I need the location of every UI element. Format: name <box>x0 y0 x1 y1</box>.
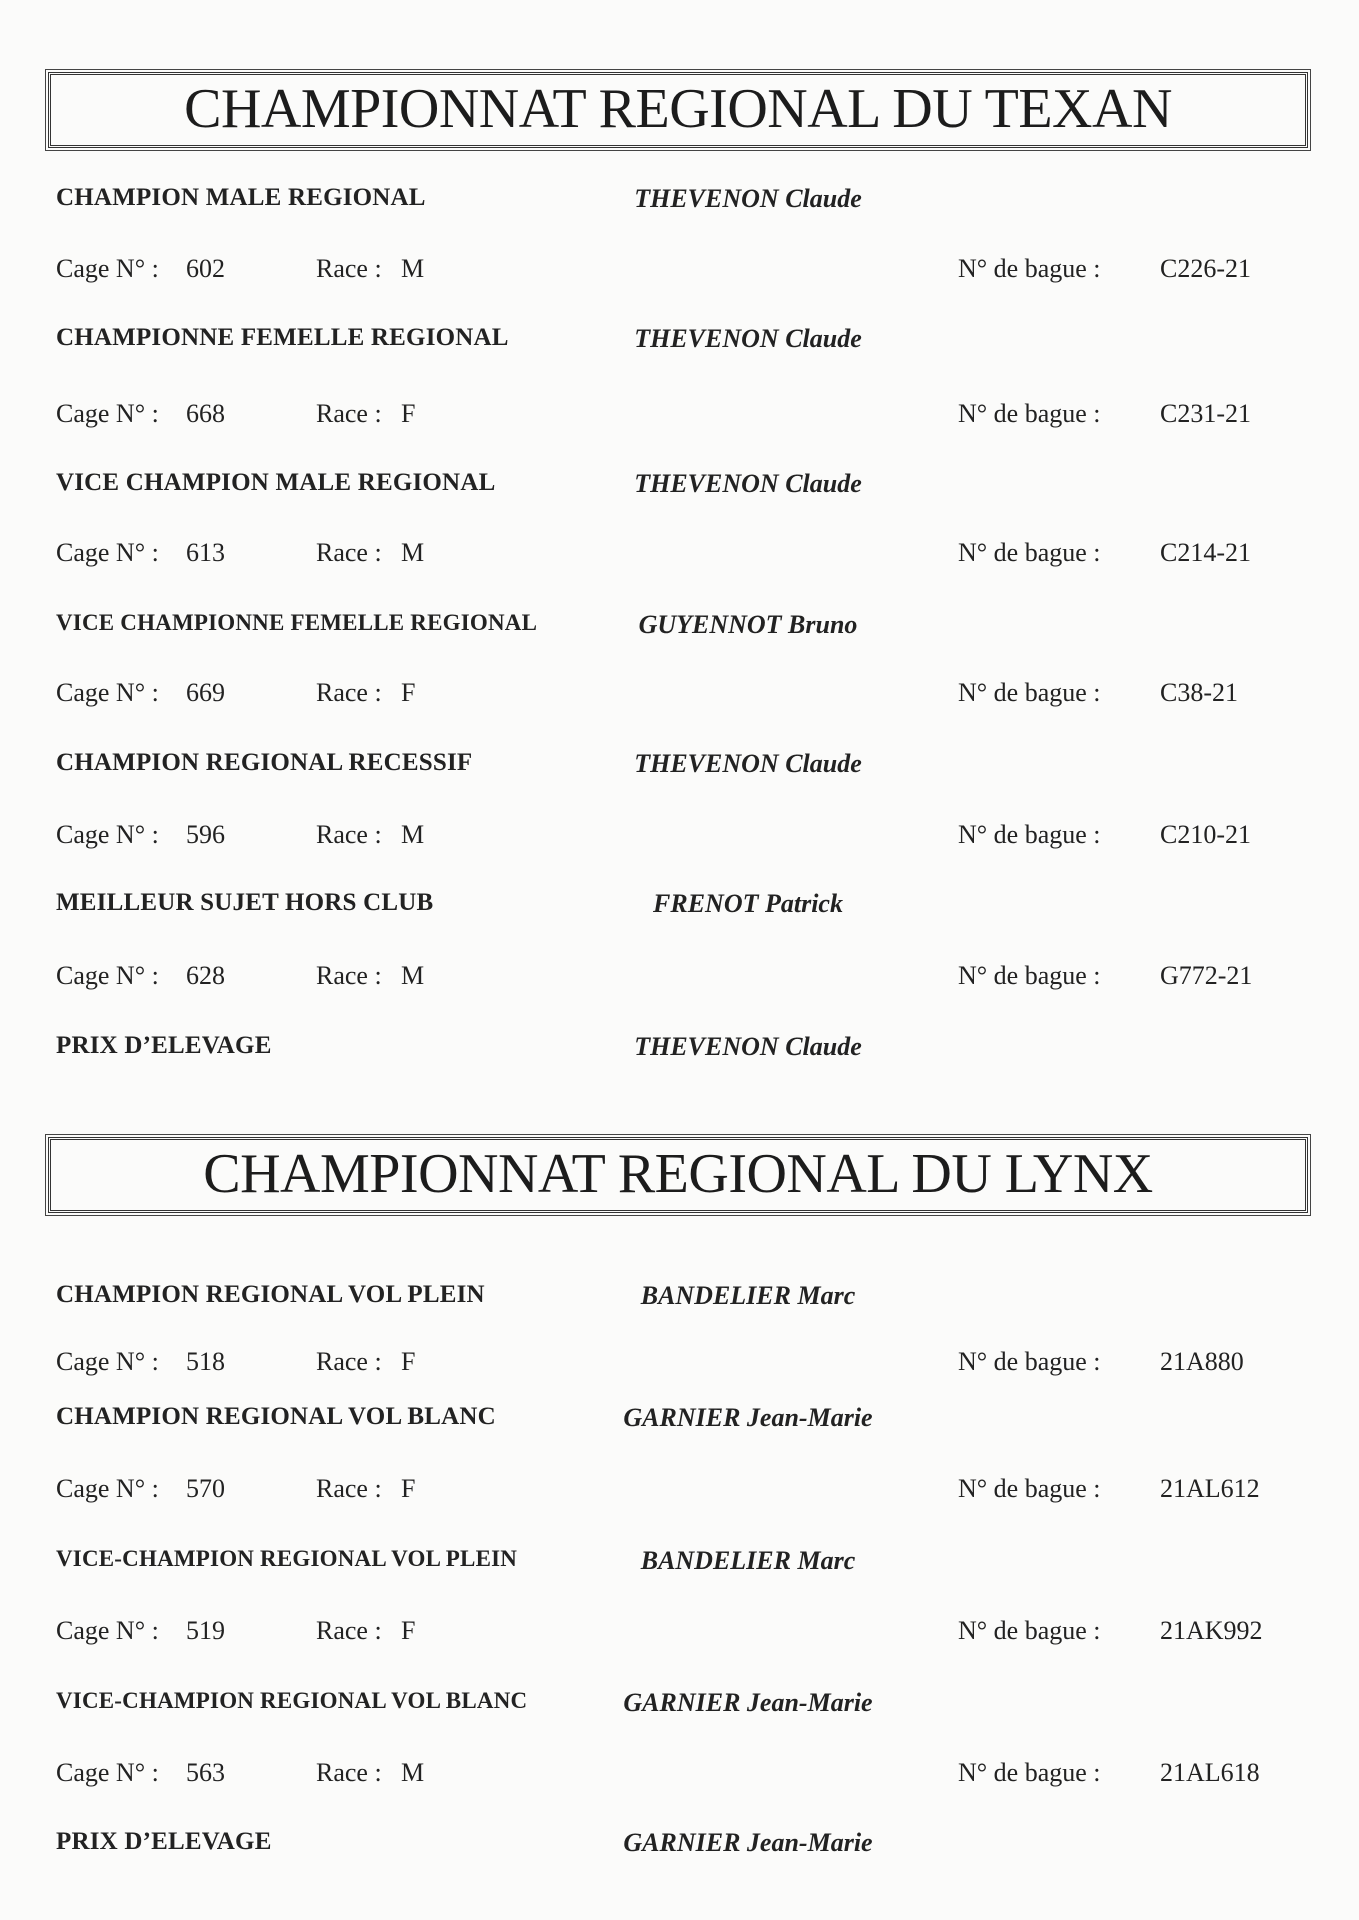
race-label: Race : <box>316 1616 382 1645</box>
bague-label: N° de bague : <box>958 254 1101 283</box>
section-title-lynx: CHAMPIONNAT REGIONAL DU LYNX <box>48 1137 1308 1213</box>
bague-label: N° de bague : <box>958 1758 1101 1787</box>
award-row <box>0 324 1359 364</box>
cage-label: Cage N° : <box>56 254 159 283</box>
cage-number: 563 <box>186 1758 225 1787</box>
race-value: M <box>401 961 425 990</box>
race-value: M <box>401 1758 425 1787</box>
bague-number: C214-21 <box>1160 538 1251 567</box>
award-name: VICE CHAMPIONNE FEMELLE REGIONAL <box>56 610 538 635</box>
bague-number: 21AK992 <box>1160 1616 1263 1645</box>
bague-number: C231-21 <box>1160 399 1251 428</box>
cage-label: Cage N° : <box>56 538 159 567</box>
details-row <box>0 820 1359 860</box>
bague-number: 21A880 <box>1160 1347 1244 1376</box>
winner-name: GARNIER Jean-Marie <box>623 1828 873 1857</box>
winner-name: THEVENON Claude <box>634 324 862 353</box>
details-row <box>0 678 1359 718</box>
award-row <box>0 749 1359 789</box>
details-row <box>0 1347 1359 1387</box>
race-label: Race : <box>316 678 382 707</box>
race-value: F <box>401 678 416 707</box>
award-row <box>0 184 1359 224</box>
race-label: Race : <box>316 1758 382 1787</box>
race-value: F <box>401 399 416 428</box>
race-value: F <box>401 1347 416 1376</box>
cage-number: 669 <box>186 678 225 707</box>
cage-number: 613 <box>186 538 225 567</box>
winner-name: GARNIER Jean-Marie <box>623 1688 873 1717</box>
award-row <box>0 1281 1359 1321</box>
bague-label: N° de bague : <box>958 1347 1101 1376</box>
award-name: PRIX D’ELEVAGE <box>56 1828 272 1855</box>
details-row <box>0 399 1359 439</box>
bague-label: N° de bague : <box>958 961 1101 990</box>
award-name: MEILLEUR SUJET HORS CLUB <box>56 889 434 916</box>
cage-label: Cage N° : <box>56 961 159 990</box>
bague-label: N° de bague : <box>958 820 1101 849</box>
cage-label: Cage N° : <box>56 399 159 428</box>
race-label: Race : <box>316 399 382 428</box>
winner-name: THEVENON Claude <box>634 184 862 213</box>
cage-label: Cage N° : <box>56 678 159 707</box>
race-label: Race : <box>316 1347 382 1376</box>
cage-number: 519 <box>186 1616 225 1645</box>
award-name: PRIX D’ELEVAGE <box>56 1032 272 1059</box>
winner-name: GUYENNOT Bruno <box>638 610 858 639</box>
award-name: CHAMPION MALE REGIONAL <box>56 184 426 211</box>
award-name: CHAMPION REGIONAL RECESSIF <box>56 749 473 776</box>
bague-label: N° de bague : <box>958 1616 1101 1645</box>
cage-number: 596 <box>186 820 225 849</box>
bague-number: 21AL618 <box>1160 1758 1260 1787</box>
cage-number: 518 <box>186 1347 225 1376</box>
award-name: VICE CHAMPION MALE REGIONAL <box>56 469 496 496</box>
details-row <box>0 538 1359 578</box>
winner-name: GARNIER Jean-Marie <box>623 1403 873 1432</box>
cage-label: Cage N° : <box>56 1616 159 1645</box>
race-label: Race : <box>316 538 382 567</box>
award-row <box>0 1032 1359 1072</box>
award-row <box>0 610 1359 650</box>
details-row <box>0 961 1359 1001</box>
cage-label: Cage N° : <box>56 1758 159 1787</box>
race-value: F <box>401 1616 416 1645</box>
winner-name: FRENOT Patrick <box>653 889 843 918</box>
award-name: VICE-CHAMPION REGIONAL VOL PLEIN <box>56 1546 518 1571</box>
award-name: CHAMPIONNE FEMELLE REGIONAL <box>56 324 509 351</box>
race-label: Race : <box>316 254 382 283</box>
bague-number: C226-21 <box>1160 254 1251 283</box>
race-value: F <box>401 1474 416 1503</box>
details-row <box>0 1474 1359 1514</box>
race-value: M <box>401 254 425 283</box>
details-row <box>0 1616 1359 1656</box>
race-label: Race : <box>316 820 382 849</box>
bague-label: N° de bague : <box>958 538 1101 567</box>
cage-number: 628 <box>186 961 225 990</box>
winner-name: BANDELIER Marc <box>640 1281 856 1310</box>
winner-name: BANDELIER Marc <box>640 1546 856 1575</box>
details-row <box>0 1758 1359 1798</box>
race-value: M <box>401 820 425 849</box>
award-name: CHAMPION REGIONAL VOL PLEIN <box>56 1281 485 1308</box>
award-row <box>0 1403 1359 1443</box>
race-label: Race : <box>316 961 382 990</box>
award-row <box>0 1828 1359 1868</box>
award-row <box>0 889 1359 929</box>
race-value: M <box>401 538 425 567</box>
winner-name: THEVENON Claude <box>634 469 862 498</box>
award-name: VICE-CHAMPION REGIONAL VOL BLANC <box>56 1688 528 1713</box>
cage-label: Cage N° : <box>56 1347 159 1376</box>
award-row <box>0 469 1359 509</box>
section-title-texan: CHAMPIONNAT REGIONAL DU TEXAN <box>48 72 1308 148</box>
race-label: Race : <box>316 1474 382 1503</box>
bague-number: G772-21 <box>1160 961 1253 990</box>
cage-number: 668 <box>186 399 225 428</box>
award-row <box>0 1688 1359 1728</box>
bague-number: 21AL612 <box>1160 1474 1260 1503</box>
winner-name: THEVENON Claude <box>634 1032 862 1061</box>
bague-number: C38-21 <box>1160 678 1238 707</box>
cage-number: 570 <box>186 1474 225 1503</box>
bague-label: N° de bague : <box>958 399 1101 428</box>
bague-label: N° de bague : <box>958 678 1101 707</box>
cage-label: Cage N° : <box>56 1474 159 1503</box>
cage-number: 602 <box>186 254 225 283</box>
bague-label: N° de bague : <box>958 1474 1101 1503</box>
winner-name: THEVENON Claude <box>634 749 862 778</box>
details-row <box>0 254 1359 294</box>
bague-number: C210-21 <box>1160 820 1251 849</box>
award-row <box>0 1546 1359 1586</box>
cage-label: Cage N° : <box>56 820 159 849</box>
award-name: CHAMPION REGIONAL VOL BLANC <box>56 1403 496 1430</box>
